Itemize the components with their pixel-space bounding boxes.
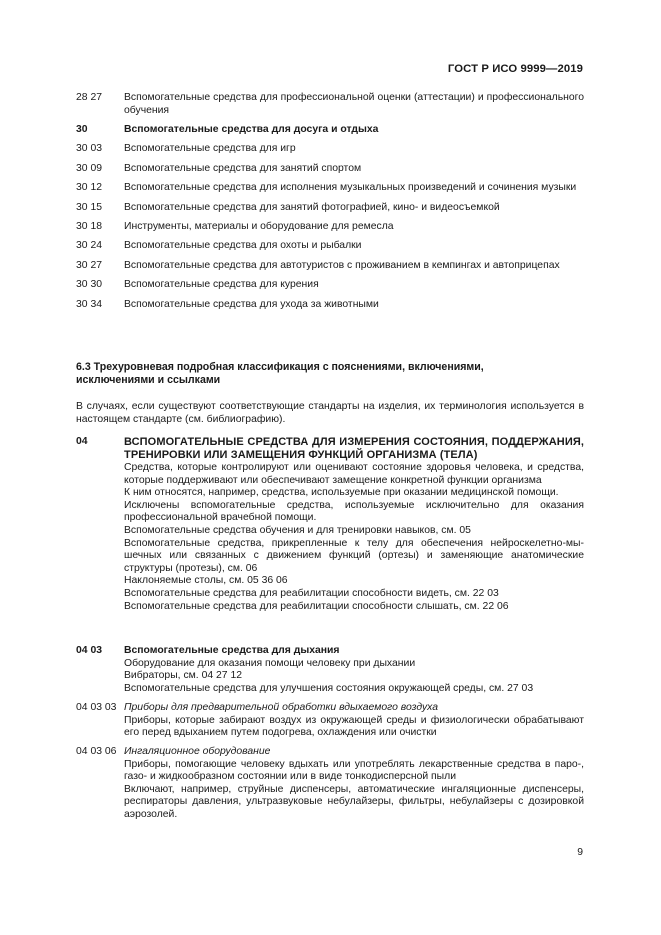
list-item-code: 30 [76, 123, 88, 135]
list-item-text: Вспомогательные средства для автотуристов с проживанием в кемпингах и автоприцепах [124, 259, 560, 271]
list-item-group [76, 124, 584, 137]
entry-title: Ингаляционное оборудование [124, 746, 271, 757]
list-item [76, 221, 584, 234]
list-item-code: 30 09 [76, 162, 103, 174]
entry-title: ВСПОМОГАТЕЛЬНЫЕ СРЕДСТВА ДЛЯ ИЗМЕРЕНИЯ СОСТОЯНИЯ, ПОДДЕРЖАНИЯ, ТРЕНИРОВКИ ИЛИ ЗАМЕЩЕНИЯ ФУНКЦИЙ ОРГАНИЗМА (ТЕЛА) [124, 436, 584, 461]
entry-body [124, 715, 584, 740]
classification-list [76, 92, 584, 318]
list-item [76, 182, 584, 195]
entry-title: Приборы для предварительной обработки вдыхаемого воздуха [124, 702, 439, 713]
section-intro-paragraph: В случаях, если существуют соответствующие стандарты на изделия, их терминология используется в настоящем стандарте (см. библиографию). [76, 401, 584, 425]
entry-code: 04 03 [76, 645, 103, 656]
list-item-code: 30 12 [76, 182, 103, 194]
list-item-text: Вспомогательные средства для охоты и рыбалки [124, 240, 362, 252]
list-item-text: Вспомогательные средства для ухода за животными [124, 298, 379, 310]
list-item-code: 30 27 [76, 259, 103, 271]
list-item-text: Вспомогательные средства для курения [124, 279, 319, 291]
entry-body [124, 759, 584, 822]
entry-line: Вспомогательные средства обучения и для тренировки навыков, см. 05 [124, 524, 471, 536]
entry-title: Вспомогательные средства для дыхания [124, 645, 340, 656]
entry-code: 04 03 03 [76, 702, 117, 713]
list-item-code: 30 30 [76, 279, 103, 291]
entry-line: Исключены вспомогательные средства, используемые исключительно для оказания профессиональной врачебной помощи. [124, 499, 584, 524]
list-item [76, 279, 584, 292]
list-item [76, 240, 584, 253]
list-item [76, 163, 584, 176]
entry-04-03-03 [76, 702, 584, 740]
entry-line: К ним относятся, например, средства, используемые при оказании медицинской помощи. [124, 487, 559, 499]
list-item-code: 30 18 [76, 220, 103, 232]
list-item-code: 30 24 [76, 240, 103, 252]
list-item-text: Инструменты, материалы и оборудование для ремесла [124, 220, 394, 232]
list-item-code: 30 34 [76, 298, 103, 310]
list-item-code: 28 27 [76, 92, 103, 103]
entry-line: Вспомогательные средства для реабилитации способности видеть, см. 22 03 [124, 587, 499, 599]
list-item [76, 202, 584, 215]
list-item [76, 143, 584, 156]
entry-04-03-06 [76, 746, 584, 822]
list-item [76, 260, 584, 273]
entry-line: Вспомогательные средства для улучшения состояния окружающей среды, см. 27 03 [124, 682, 534, 694]
list-item-code: 30 15 [76, 201, 103, 213]
section-title: 6.3 Трехуровневая подробная классификация с пояснениями, включениями, исключениями и ссылками [76, 361, 484, 386]
list-item-text: Вспомогательные средства для занятий фотографией, кино- и видеосъемкой [124, 201, 500, 213]
entry-body [124, 462, 584, 613]
entry-code: 04 03 06 [76, 746, 117, 757]
entry-line: Наклоняемые столы, см. 05 36 06 [124, 575, 288, 587]
list-item [76, 92, 584, 117]
entry-line: Вспомогательные средства для реабилитации способности слышать, см. 22 06 [124, 600, 509, 612]
entry-code: 04 [76, 436, 88, 447]
list-item-text: Вспомогательные средства для профессиональной оценки (аттестации) и профессионального обучения [124, 92, 584, 116]
entry-04-03 [76, 645, 584, 695]
entry-04 [76, 436, 584, 613]
entry-line: Средства, которые контролируют или оценивают состояние здоровья человека, и средства, которые поддерживают или обеспечивают замещение конкретной функции организма [124, 462, 584, 486]
page-number: 9 [577, 847, 583, 858]
entry-line: Приборы, помогающие человеку вдыхать или употреблять лекарственные средства в паро-, газо- и жидкообразном состоянии или в виде тонкодисперсной пыли [124, 758, 584, 783]
list-item-text: Вспомогательные средства для исполнения музыкальных произведений и сочинения музыки [124, 182, 577, 194]
entry-line: Вибраторы, см. 04 27 12 [124, 670, 243, 682]
entry-body [124, 658, 584, 696]
entry-line: Приборы, которые забирают воздух из окружающей среды и физиологически обрабатывают его перед вдыханием путем подогрева, охлаждения или очистки [124, 714, 584, 739]
entry-line: Вспомогательные средства, прикрепленные к телу для обеспечения нейроскелетно-мышечных или связанных с движением функций (ортезы) и заменяющие анатомические структуры (протезы), см. 06 [124, 537, 584, 574]
entry-line: Оборудование для оказания помощи человеку при дыхании [124, 657, 416, 669]
list-item-text: Вспомогательные средства для игр [124, 143, 296, 155]
document-id-header: ГОСТ Р ИСО 9999—2019 [447, 63, 583, 75]
list-item [76, 299, 584, 312]
list-item-text: Вспомогательные средства для занятий спортом [124, 162, 362, 174]
list-item-code: 30 03 [76, 143, 103, 155]
list-item-text: Вспомогательные средства для досуга и отдыха [124, 123, 379, 135]
entry-line: Включают, например, струйные диспенсеры, автоматические ингаляционные диспенсеры, респираторы давления, ультразвуковые небулайзеры, фильтры, небулайзеры с дозировкой аэрозолей. [124, 783, 584, 820]
